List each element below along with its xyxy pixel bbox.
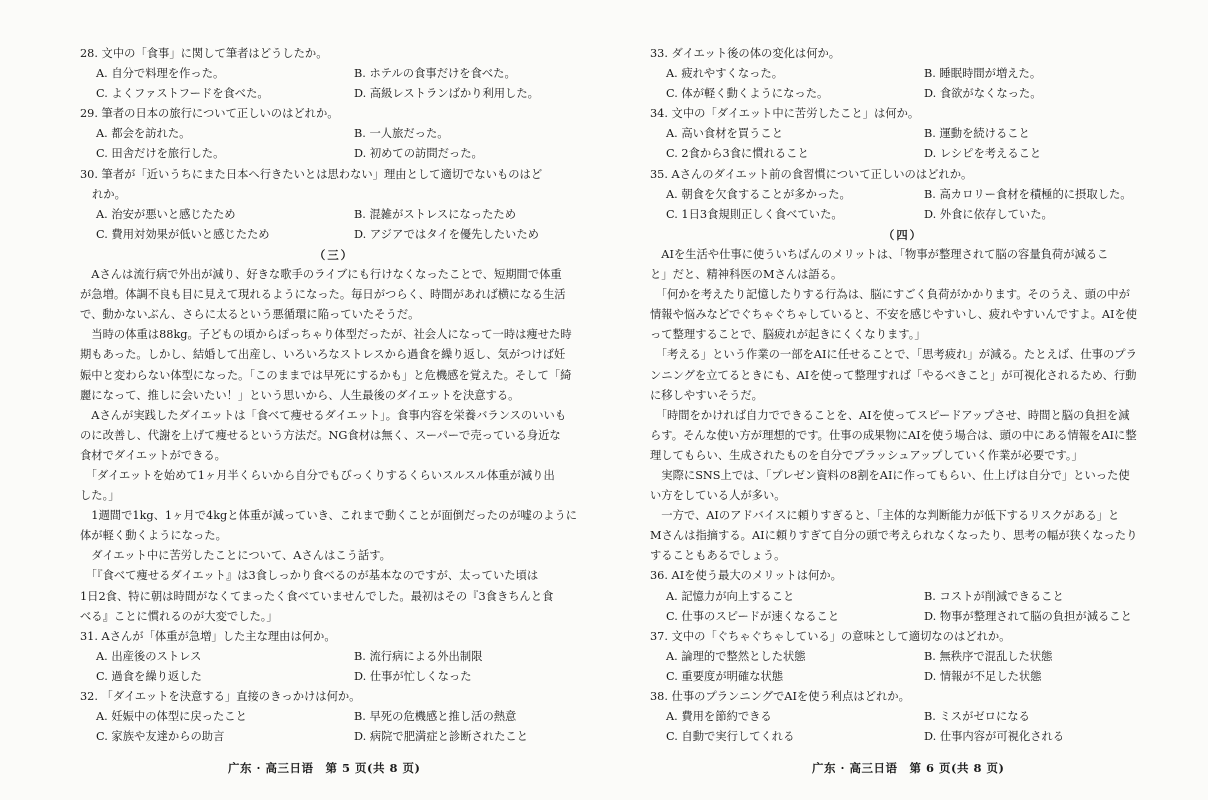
answer-option: D. 食欲がなくなった。 bbox=[924, 87, 1042, 101]
answer-options-row bbox=[650, 647, 1156, 667]
answer-option: B. 無秩序で混乱した状態 bbox=[924, 649, 1053, 663]
answer-option: B. 混雑がストレスになったため bbox=[354, 207, 517, 221]
answer-option: B. コストが削減できること bbox=[924, 589, 1064, 603]
answer-option: C. 過食を繰り返した bbox=[96, 669, 202, 683]
passage-line: 「時間をかければ自力でできることを、AIを使ってスピードアップさせ、時間と脳の負担を減 bbox=[650, 408, 1130, 422]
answer-option: C. 田舎だけを旅行した。 bbox=[96, 147, 225, 161]
answer-option: D. 高級レストランばかり利用した。 bbox=[354, 87, 539, 101]
answer-options-row bbox=[650, 144, 1156, 164]
answer-options-row bbox=[650, 185, 1156, 205]
answer-option: C. 仕事のスピードが速くなること bbox=[666, 609, 840, 623]
passage-line: で、動かないぶん、さらに太るという悪循環に陥っていたそうだ。 bbox=[80, 308, 420, 322]
answer-options-row bbox=[80, 647, 588, 667]
passage-line: Aさんは流行病で外出が減り、好きな歌手のライブにも行けなくなったことで、短期間で体重 bbox=[80, 268, 562, 282]
passage-line: 当時の体重は88kg。子どもの頃からぽっちゃり体型だったが、社会人になって一時は痩せた時 bbox=[80, 328, 572, 342]
passage-line: 麗になって、推しに会いたい！」という思いから、人生最後のダイエットを決意する。 bbox=[80, 388, 520, 402]
passage-line: 1日2食、特に朝は時間がなくてまったく食べていませんでした。最初はその『3食きちんと食 bbox=[80, 589, 554, 603]
passage-line: 理してもらい、生成されたものを自分でブラッシュアップしていく作業が必要です。」 bbox=[650, 448, 1083, 462]
answer-option: A. 論理的で整然とした状態 bbox=[666, 649, 806, 663]
answer-options-row bbox=[80, 667, 588, 687]
question-text: 28. 文中の「食事」に関して筆者はどうしたか。 bbox=[80, 47, 328, 60]
passage-line: ダイエット中に苦労したことについて、Aさんはこう話す。 bbox=[80, 549, 391, 563]
answer-option: D. 仕事内容が可視化される bbox=[924, 730, 1065, 744]
answer-option: B. 流行病による外出制限 bbox=[354, 649, 483, 663]
question-text: 35. Aさんのダイエット前の食習慣について正しいのはどれか。 bbox=[650, 167, 973, 181]
answer-options-row bbox=[80, 124, 588, 144]
answer-option: A. 高い食材を買うこと bbox=[666, 127, 784, 141]
answer-options-row bbox=[650, 205, 1156, 225]
answer-option: C. よくファストフードを食べた。 bbox=[96, 87, 269, 101]
answer-option: B. 早死の危機感と推し活の熱意 bbox=[354, 710, 517, 724]
answer-option: C. 2食から3食に慣れること bbox=[666, 147, 809, 161]
answer-option: B. ホテルの食事だけを食べた。 bbox=[354, 67, 516, 81]
section-heading: （四） bbox=[883, 227, 923, 242]
answer-option: B. 一人旅だった。 bbox=[354, 127, 449, 141]
passage-line: 「『食べて痩せるダイエット』は3食しっかり食べるのが基本なのですが、太っていた頃は bbox=[80, 569, 539, 583]
answer-options-row bbox=[650, 607, 1156, 627]
answer-option: A. 自分で料理を作った。 bbox=[96, 67, 225, 81]
answer-option: D. レシピを考えること bbox=[924, 147, 1042, 161]
answer-options-row bbox=[80, 64, 588, 84]
answer-option: A. 妊娠中の体型に戻ったこと bbox=[96, 710, 247, 724]
answer-option: A. 出産後のストレス bbox=[96, 649, 202, 663]
answer-option: A. 費用を節約できる bbox=[666, 710, 772, 724]
passage-line: AIを生活や仕事に使ういちばんのメリットは、「物事が整理されて脳の容量負荷が減るこ bbox=[650, 247, 1109, 261]
answer-option: D. 初めての訪問だった。 bbox=[354, 147, 483, 161]
answer-option: B. 睡眠時間が増えた。 bbox=[924, 67, 1042, 81]
answer-options-row bbox=[650, 64, 1156, 84]
answer-option: B. 運動を続けること bbox=[924, 127, 1030, 141]
passage-line: 体が軽く動くようになった。 bbox=[80, 529, 227, 543]
passage-line: 「何かを考えたり記憶したりする行為は、脳にすごく負荷がかかります。そのうえ、頭の中が bbox=[650, 288, 1130, 302]
question-text: 32. 「ダイエットを決意する」直接のきっかけは何か。 bbox=[80, 690, 361, 703]
answer-options-row bbox=[650, 707, 1156, 727]
passage-line: ンニングを立てるときにも、AIを使って整理すれば「やるべきこと」が可視化されるため、行動 bbox=[650, 368, 1137, 382]
page-footer-right: 广东 · 高三日语 第 6 页(共 8 页) bbox=[812, 761, 1005, 775]
answer-option: A. 朝食を欠食することが多かった。 bbox=[666, 187, 851, 201]
right-page-column bbox=[650, 44, 1156, 747]
answer-option: D. 外食に依存していた。 bbox=[924, 207, 1053, 221]
passage-line: した。」 bbox=[80, 489, 120, 503]
answer-options-row bbox=[650, 84, 1156, 104]
answer-options-row bbox=[80, 225, 588, 245]
answer-option: C. 1日3食規則正しく食べていた。 bbox=[666, 207, 843, 221]
answer-options-row bbox=[650, 124, 1156, 144]
question-text: 30. 筆者が「近いうちにまた日本へ行きたいとは思わない」理由として適切でないものはど bbox=[80, 167, 543, 181]
passage-line: 情報や悩みなどでぐちゃぐちゃしていると、不安を感じやすいし、疲れやすいんですよ。AIを使 bbox=[650, 308, 1138, 322]
passage-line: に移しやすいそうだ。 bbox=[650, 388, 763, 402]
passage-line: 期もあった。しかし、結婚して出産し、いろいろなストレスから過食を繰り返し、気がつけば妊 bbox=[80, 348, 566, 362]
passage-line: のに改善し、代謝を上げて痩せるという方法だ。NG食材は無く、スーパーで売っている身近な bbox=[80, 428, 561, 442]
passage-line: 「考える」という作業の一部をAIに任せることで、「思考疲れ」が減る。たとえば、仕事のプラ bbox=[650, 348, 1137, 362]
section-heading: （三） bbox=[314, 247, 354, 262]
answer-options-row bbox=[650, 727, 1156, 747]
question-text: 33. ダイエット後の体の変化は何か。 bbox=[650, 47, 841, 60]
question-text: 38. 仕事のプランニングでAIを使う利点はどれか。 bbox=[650, 690, 910, 703]
answer-options-row bbox=[80, 144, 588, 164]
answer-option: A. 疲れやすくなった。 bbox=[666, 67, 784, 81]
passage-line: Aさんが実践したダイエットは「食べて痩せるダイエット」。食事内容を栄養バランスのいいも bbox=[80, 408, 567, 422]
answer-option: C. 費用対効果が低いと感じたため bbox=[96, 227, 270, 241]
answer-option: C. 体が軽く動くようになった。 bbox=[666, 87, 829, 101]
question-text: 37. 文中の「ぐちゃぐちゃしている」の意味として適切なのはどれか。 bbox=[650, 629, 1011, 643]
answer-option: D. 情報が不足した状態 bbox=[924, 669, 1042, 683]
passage-line: 娠中と変わらない体型になった。「このままでは早死にするかも」と危機感を覚えた。そして「綺 bbox=[80, 368, 572, 382]
question-text: 31. Aさんが「体重が急増」した主な理由は何か。 bbox=[80, 629, 336, 643]
passage-line: することもあるでしょう。 bbox=[650, 549, 786, 563]
answer-option: A. 記憶力が向上すること bbox=[666, 589, 795, 603]
page-footer-left: 广东 · 高三日语 第 5 页(共 8 页) bbox=[228, 761, 421, 775]
passage-line: らす。そんな使い方が理想的です。仕事の成果物にAIを使う場合は、頭の中にある情報をAIに整 bbox=[650, 428, 1137, 442]
passage-line: って整理することで、脳疲れが起きにくくなります。」 bbox=[650, 328, 926, 342]
answer-option: C. 家族や友達からの助言 bbox=[96, 730, 225, 744]
answer-option: D. 仕事が忙しくなった bbox=[354, 669, 472, 683]
passage-line: 実際にSNS上では、「プレゼン資料の8割をAIに作ってもらい、仕上げは自分で」といった使 bbox=[650, 468, 1130, 482]
answer-option: D. 物事が整理されて脳の負担が減ること bbox=[924, 609, 1132, 623]
answer-options-row bbox=[650, 587, 1156, 607]
answer-option: B. 高カロリー食材を積極的に摂取した。 bbox=[924, 187, 1132, 201]
question-text: 36. AIを使う最大のメリットは何か。 bbox=[650, 569, 842, 583]
question-text: 34. 文中の「ダイエット中に苦労したこと」は何か。 bbox=[650, 107, 920, 121]
passage-line: べる』ことに慣れるのが大変でした。」 bbox=[80, 609, 278, 623]
left-page-column bbox=[80, 44, 588, 747]
passage-line: 一方で、AIのアドバイスに頼りすぎると、「主体的な判断能力が低下するリスクがある」と bbox=[650, 509, 1120, 523]
answer-option: C. 自動で実行してくれる bbox=[666, 730, 795, 744]
answer-option: C. 重要度が明確な状態 bbox=[666, 669, 784, 683]
answer-options-row bbox=[80, 205, 588, 225]
answer-options-row bbox=[650, 667, 1156, 687]
answer-options-row bbox=[80, 727, 588, 747]
answer-options-row bbox=[80, 84, 588, 104]
passage-line: が急増。体調不良も目に見えて現れるようになった。毎日がつらく、時間があれば横になる生活 bbox=[80, 288, 566, 302]
passage-line: い方をしている人が多い。 bbox=[650, 489, 786, 503]
passage-line: 食材でダイエットができる。 bbox=[80, 448, 226, 462]
answer-option: B. ミスがゼロになる bbox=[924, 710, 1030, 724]
question-text-continued: れか。 bbox=[92, 187, 126, 201]
answer-option: A. 都会を訪れた。 bbox=[96, 127, 191, 141]
answer-option: D. アジアではタイを優先したいため bbox=[354, 227, 539, 241]
passage-line: 1週間で1kg、1ヶ月で4kgと体重が減っていき、これまで動くことが面倒だったのが嘘のように bbox=[80, 509, 578, 523]
answer-option: A. 治安が悪いと感じたため bbox=[96, 207, 236, 221]
answer-options-row bbox=[80, 707, 588, 727]
question-text: 29. 筆者の日本の旅行について正しいのはどれか。 bbox=[80, 107, 339, 121]
passage-line: Mさんは指摘する。AIに頼りすぎて自分の頭で考えられなくなったり、思考の幅が狭くなったり bbox=[650, 529, 1138, 543]
passage-line: と」だと、精神科医のMさんは語る。 bbox=[650, 268, 843, 282]
answer-option: D. 病院で肥満症と診断されたこと bbox=[354, 730, 528, 744]
passage-line: 「ダイエットを始めて1ヶ月半くらいから自分でもびっくりするくらいスルスル体重が減り出 bbox=[80, 468, 555, 482]
